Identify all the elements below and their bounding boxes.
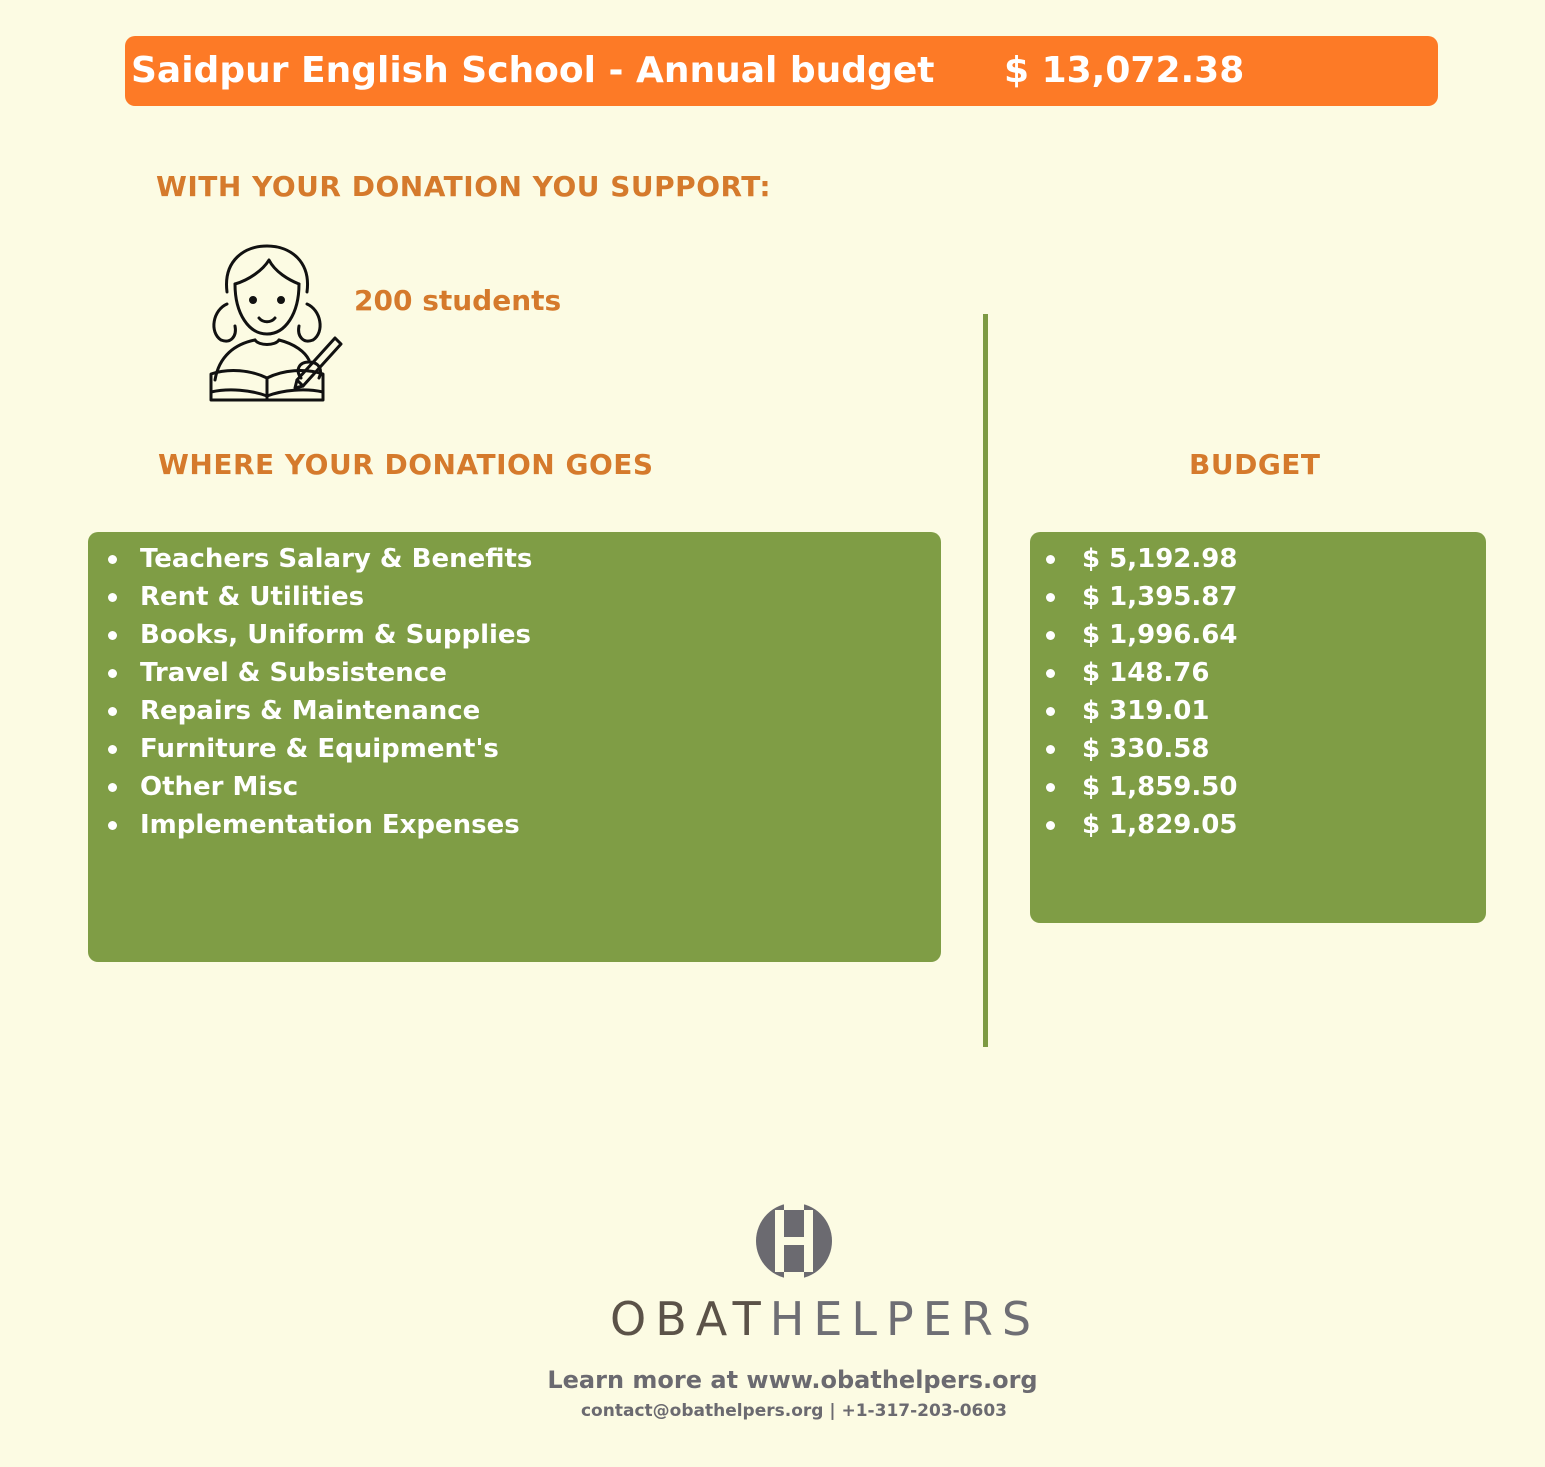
bullet-icon bbox=[108, 555, 117, 564]
learn-more-link[interactable]: Learn more at www.obathelpers.org bbox=[547, 1366, 1038, 1394]
budget-amount: $ 330.58 bbox=[1082, 734, 1210, 764]
bullet-icon bbox=[108, 783, 117, 792]
bullet-icon bbox=[108, 821, 117, 830]
list-item bbox=[108, 692, 532, 730]
budget-amount: $ 1,996.64 bbox=[1082, 620, 1238, 650]
list-item bbox=[1046, 578, 1237, 616]
budget-amount: $ 5,192.98 bbox=[1082, 544, 1238, 574]
bullet-icon bbox=[1046, 745, 1055, 754]
banner-amount: $ 13,072.38 bbox=[1004, 50, 1245, 91]
bullet-icon bbox=[1046, 783, 1055, 792]
category-label: Travel & Subsistence bbox=[140, 658, 447, 688]
bullet-icon bbox=[1046, 821, 1055, 830]
budget-amount: $ 1,395.87 bbox=[1082, 582, 1238, 612]
category-label: Implementation Expenses bbox=[140, 810, 520, 840]
banner-title: Saidpur English School - Annual budget bbox=[131, 50, 935, 91]
bullet-icon bbox=[108, 745, 117, 754]
budget-heading: BUDGET bbox=[1189, 448, 1321, 481]
category-label: Teachers Salary & Benefits bbox=[140, 544, 533, 574]
list-item bbox=[1046, 730, 1237, 768]
expense-categories-panel bbox=[88, 532, 941, 962]
bullet-icon bbox=[1046, 631, 1055, 640]
list-item bbox=[108, 730, 532, 768]
bullet-icon bbox=[1046, 669, 1055, 678]
bullet-icon bbox=[108, 593, 117, 602]
category-label: Rent & Utilities bbox=[140, 582, 365, 612]
contact-info: contact@obathelpers.org | +1-317-203-0603 bbox=[580, 1401, 1008, 1421]
student-reading-icon bbox=[205, 240, 345, 408]
support-heading: WITH YOUR DONATION YOU SUPPORT: bbox=[156, 170, 772, 203]
bullet-icon bbox=[1046, 593, 1055, 602]
list-item bbox=[1046, 806, 1237, 844]
list-item bbox=[108, 806, 532, 844]
logo-wordmark bbox=[610, 1292, 1041, 1346]
budget-amount: $ 1,859.50 bbox=[1082, 772, 1238, 802]
category-label: Books, Uniform & Supplies bbox=[140, 620, 532, 650]
budget-amount: $ 148.76 bbox=[1082, 658, 1210, 688]
list-item bbox=[1046, 540, 1237, 578]
category-label: Furniture & Equipment's bbox=[140, 734, 499, 764]
title-banner bbox=[125, 36, 1438, 106]
budget-amounts-list bbox=[1046, 540, 1237, 844]
list-item bbox=[1046, 654, 1237, 692]
list-item bbox=[108, 616, 532, 654]
bullet-icon bbox=[108, 669, 117, 678]
column-divider bbox=[983, 314, 988, 1047]
bullet-icon bbox=[108, 707, 117, 716]
expense-categories-list bbox=[108, 540, 532, 844]
students-count: 200 students bbox=[354, 284, 562, 317]
bullet-icon bbox=[108, 631, 117, 640]
bullet-icon bbox=[1046, 707, 1055, 716]
list-item bbox=[108, 768, 532, 806]
budget-amount: $ 1,829.05 bbox=[1082, 810, 1238, 840]
obathelpers-logo-icon bbox=[755, 1202, 833, 1280]
where-heading: WHERE YOUR DONATION GOES bbox=[158, 448, 654, 481]
category-label: Repairs & Maintenance bbox=[140, 696, 481, 726]
bullet-icon bbox=[1046, 555, 1055, 564]
list-item bbox=[108, 654, 532, 692]
logo-wordmark-part2: HELPERS bbox=[769, 1292, 1041, 1346]
budget-amounts-panel bbox=[1030, 532, 1486, 923]
list-item bbox=[108, 578, 532, 616]
list-item bbox=[1046, 768, 1237, 806]
list-item bbox=[1046, 692, 1237, 730]
logo-wordmark-part1: OBAT bbox=[610, 1292, 770, 1346]
list-item bbox=[108, 540, 532, 578]
list-item bbox=[1046, 616, 1237, 654]
category-label: Other Misc bbox=[140, 772, 299, 802]
budget-amount: $ 319.01 bbox=[1082, 696, 1210, 726]
